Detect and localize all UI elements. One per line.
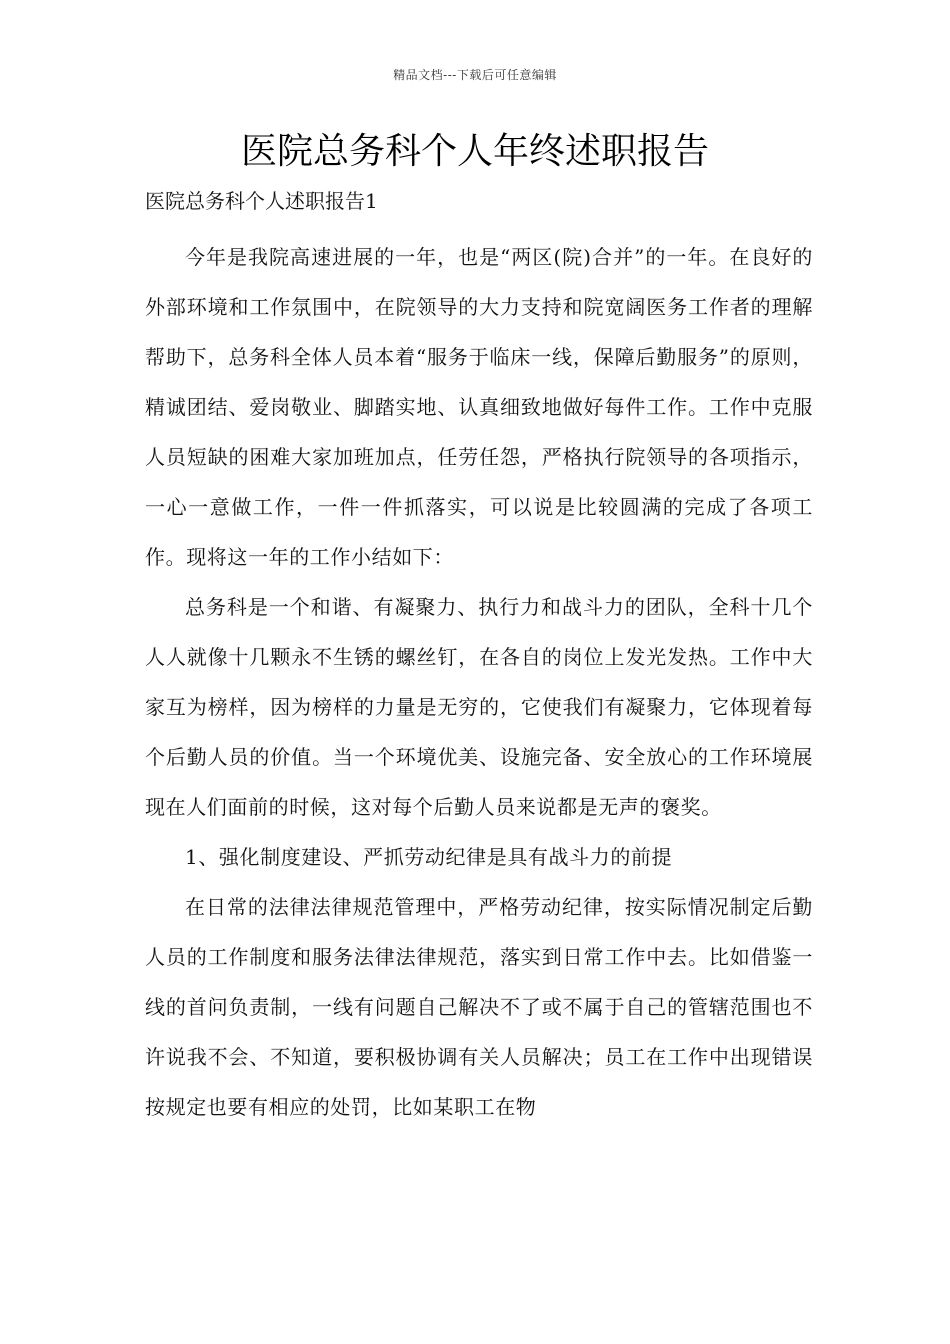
paragraph-team: 总务科是一个和谐、有凝聚力、执行力和战斗力的团队，全科十几个人人就像十几颗永不生锈的螺丝钉，在各自的岗位上发光发热。工作中大家互为榜样，因为榜样的力量是无穷的，它使我们有凝聚力，它体现着每个后勤人员的价值。当一个环境优美、设施完备、安全放心的工作环境展现在人们面前的时候，这对每个后勤人员来说都是无声的褒奖。 xyxy=(145,595,813,819)
paragraph-intro: 今年是我院高速进展的一年，也是“两区(院)合并”的一年。在良好的外部环境和工作氛围中，在院领导的大力支持和院宽阔医务工作者的理解帮助下，总务科全体人员本着“服务于临床一线，保障后勤服务”的原则，精诚团结、爱岗敬业、脚踏实地、认真细致地做好每件工作。工作中克服人员短缺的困难大家加班加点，任劳任怨，严格执行院领导的各项指示，一心一意做工作，一件一件抓落实，可以说是比较圆满的完成了各项工作。现将这一年的工作小结如下： xyxy=(145,245,813,569)
header-note: 精品文档---下载后可任意编辑 xyxy=(393,68,557,82)
paragraph-rules: 在日常的法律法律规范管理中，严格劳动纪律，按实际情况制定后勤人员的工作制度和服务法律法律规范，落实到日常工作中去。比如借鉴一线的首问负责制，一线有问题自己解决不了或不属于自己的管辖范围也不许说我不会、不知道，要积极协调有关人员解决；员工在工作中出现错误按规定也要有相应的处罚，比如某职工在物 xyxy=(145,895,813,1119)
document-body xyxy=(145,232,813,1132)
document-title: 医院总务科个人年终述职报告 xyxy=(240,131,709,172)
section-heading-1: 1、强化制度建设、严抓劳动纪律是具有战斗力的前提 xyxy=(185,845,673,869)
document-subtitle: 医院总务科个人述职报告1 xyxy=(145,189,378,213)
